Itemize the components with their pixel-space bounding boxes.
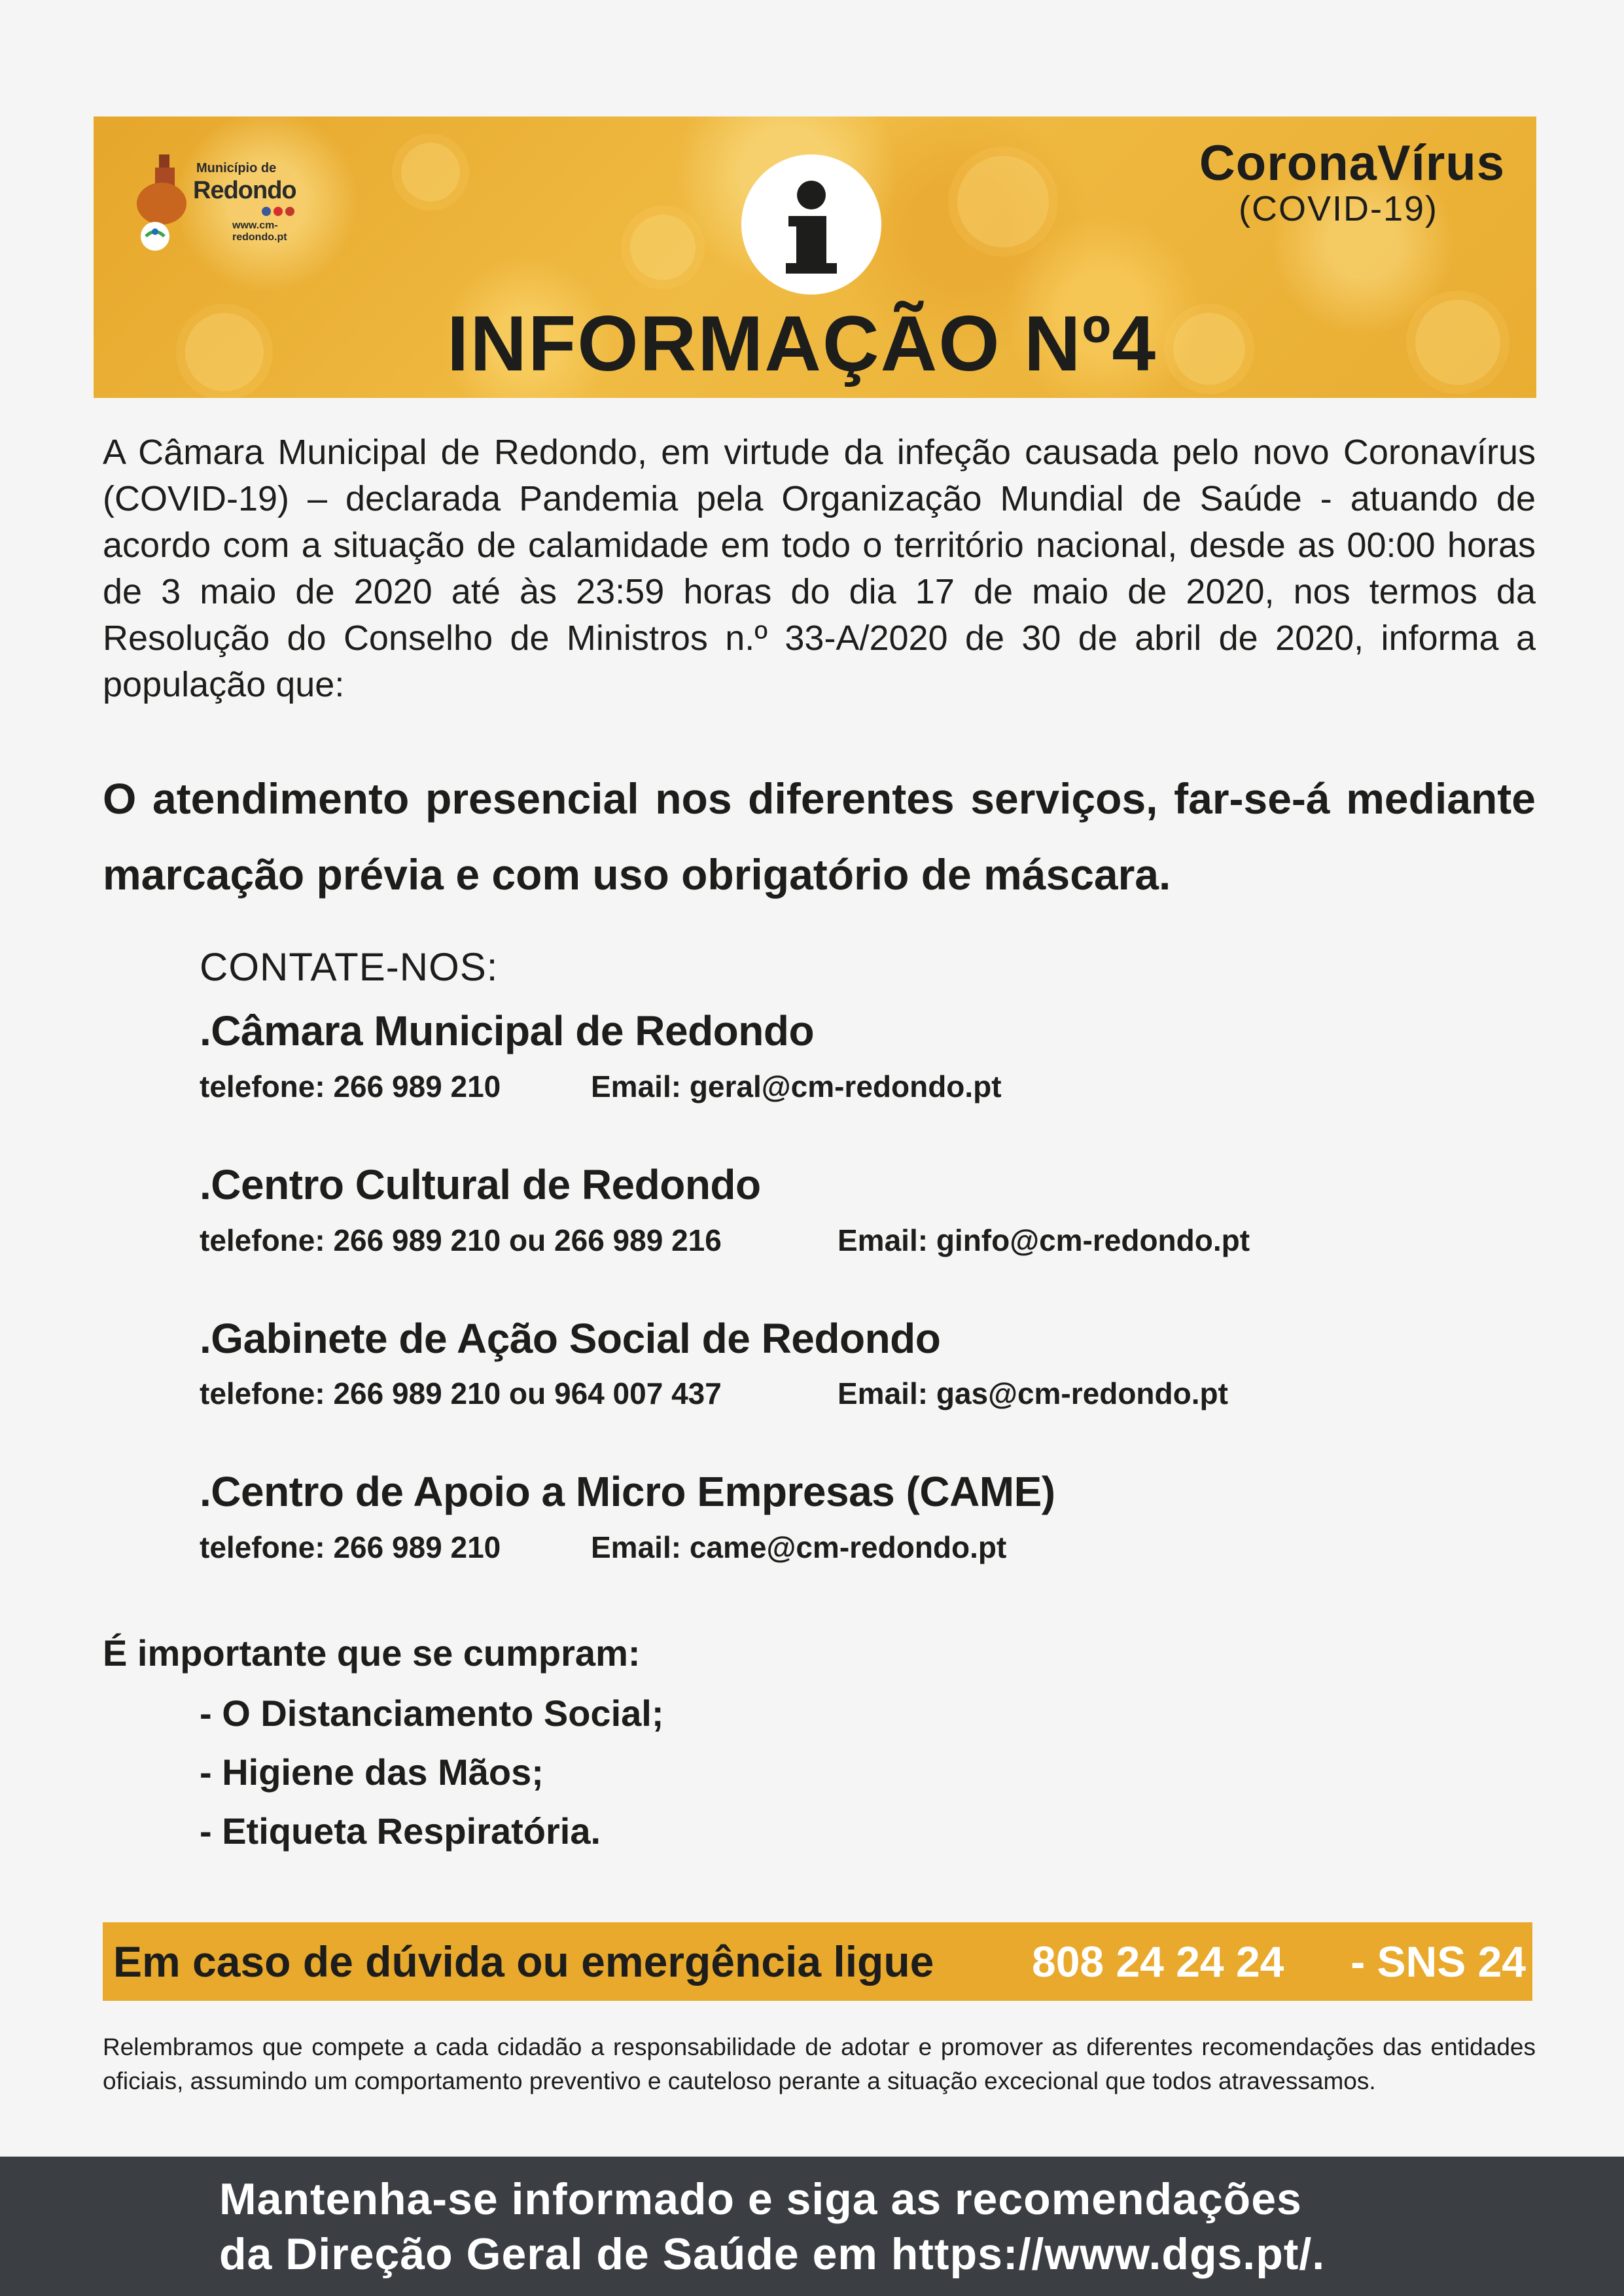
contact-details xyxy=(200,1376,1228,1411)
contact-email[interactable]: Email: came@cm-redondo.pt xyxy=(591,1530,1007,1564)
contact-details xyxy=(200,1069,1002,1104)
intro-paragraph: A Câmara Municipal de Redondo, em virtude da infeção causada pelo novo Coronavírus (COVID-19) – declarada Pandemia pela Organização Mundial de Saúde - atuando de acordo com a situação de calamidade em todo o território nacional, desde as 00:00 horas de 3 maio de 2020 até às 23:59 horas do dia 17 de maio de 2020, nos termos da Resolução do Conselho de Ministros n.º 33-A/2020 de 30 de abril de 2020, informa a população que: xyxy=(103,433,1536,704)
logo-municipality-label: Município de xyxy=(196,161,277,175)
attendance-notice: O atendimento presencial nos diferentes serviços, far-se-á mediante marcação prévia e com uso obrigatório de máscara. xyxy=(103,774,1536,899)
municipality-logo xyxy=(134,143,330,254)
measures-heading: É importante que se cumpram: xyxy=(103,1632,641,1674)
contact-details xyxy=(200,1530,1007,1565)
logo-municipality-name: Redondo xyxy=(193,177,296,204)
emergency-service: - SNS 24 xyxy=(1350,1937,1526,1986)
virus-decoration xyxy=(401,143,460,202)
virus-decoration xyxy=(630,215,696,280)
logo-url: www.cm-redondo.pt xyxy=(232,220,287,243)
header-banner xyxy=(94,117,1536,398)
emergency-text: Em caso de dúvida ou emergência ligue xyxy=(113,1937,934,1986)
virus-decoration xyxy=(185,313,264,391)
footer-bar xyxy=(0,2157,1624,2296)
emergency-bar xyxy=(103,1922,1532,2001)
contact-email[interactable]: Email: geral@cm-redondo.pt xyxy=(591,1069,1002,1103)
contact-phone: telefone: 266 989 210 xyxy=(200,1069,501,1103)
virus-decoration xyxy=(1173,313,1245,385)
measure-item: - Higiene das Mãos; xyxy=(200,1751,544,1793)
measure-item: - O Distanciamento Social; xyxy=(200,1693,664,1734)
redondo-emblem-icon xyxy=(134,154,196,253)
information-heading: INFORMAÇÃO Nº4 xyxy=(447,300,1157,387)
info-icon xyxy=(741,154,881,295)
contact-name: .Câmara Municipal de Redondo xyxy=(200,1007,815,1054)
info-glyph-icon xyxy=(741,154,881,295)
contact-email[interactable]: Email: ginfo@cm-redondo.pt xyxy=(838,1223,1250,1257)
emergency-phone[interactable]: 808 24 24 24 xyxy=(1032,1937,1284,1986)
virus-decoration xyxy=(1415,300,1500,385)
instagram-icon xyxy=(285,207,294,216)
contacts-heading: CONTATE-NOS: xyxy=(200,945,499,989)
logo-social-icons xyxy=(262,207,297,219)
contact-name: .Gabinete de Ação Social de Redondo xyxy=(200,1315,941,1362)
contact-name: .Centro Cultural de Redondo xyxy=(200,1161,761,1208)
facebook-icon xyxy=(262,207,271,216)
contact-phone: telefone: 266 989 210 ou 964 007 437 xyxy=(200,1376,722,1410)
measure-item: - Etiqueta Respiratória. xyxy=(200,1810,601,1852)
contact-details xyxy=(200,1223,1250,1258)
contact-email[interactable]: Email: gas@cm-redondo.pt xyxy=(838,1376,1228,1410)
banner-subtitle: (COVID-19) xyxy=(1238,189,1438,228)
contact-phone: telefone: 266 989 210 ou 266 989 216 xyxy=(200,1223,722,1257)
contact-phone: telefone: 266 989 210 xyxy=(200,1530,501,1564)
contact-name: .Centro de Apoio a Micro Empresas (CAME) xyxy=(200,1468,1055,1515)
banner-title: CoronaVírus xyxy=(1199,135,1505,191)
youtube-icon xyxy=(274,207,283,216)
virus-decoration xyxy=(957,156,1049,247)
footer-line-2[interactable]: da Direção Geral de Saúde em https://www.dgs.pt/. xyxy=(219,2229,1326,2279)
footnote-paragraph: Relembramos que compete a cada cidadão a responsabilidade de adotar e promover as diferentes recomendações das entidades oficiais, assumindo um comportamento preventivo e cauteloso perante a situação excecional que todos atravessamos. xyxy=(103,2034,1536,2094)
footer-line-1: Mantenha-se informado e siga as recomendações xyxy=(219,2174,1302,2224)
